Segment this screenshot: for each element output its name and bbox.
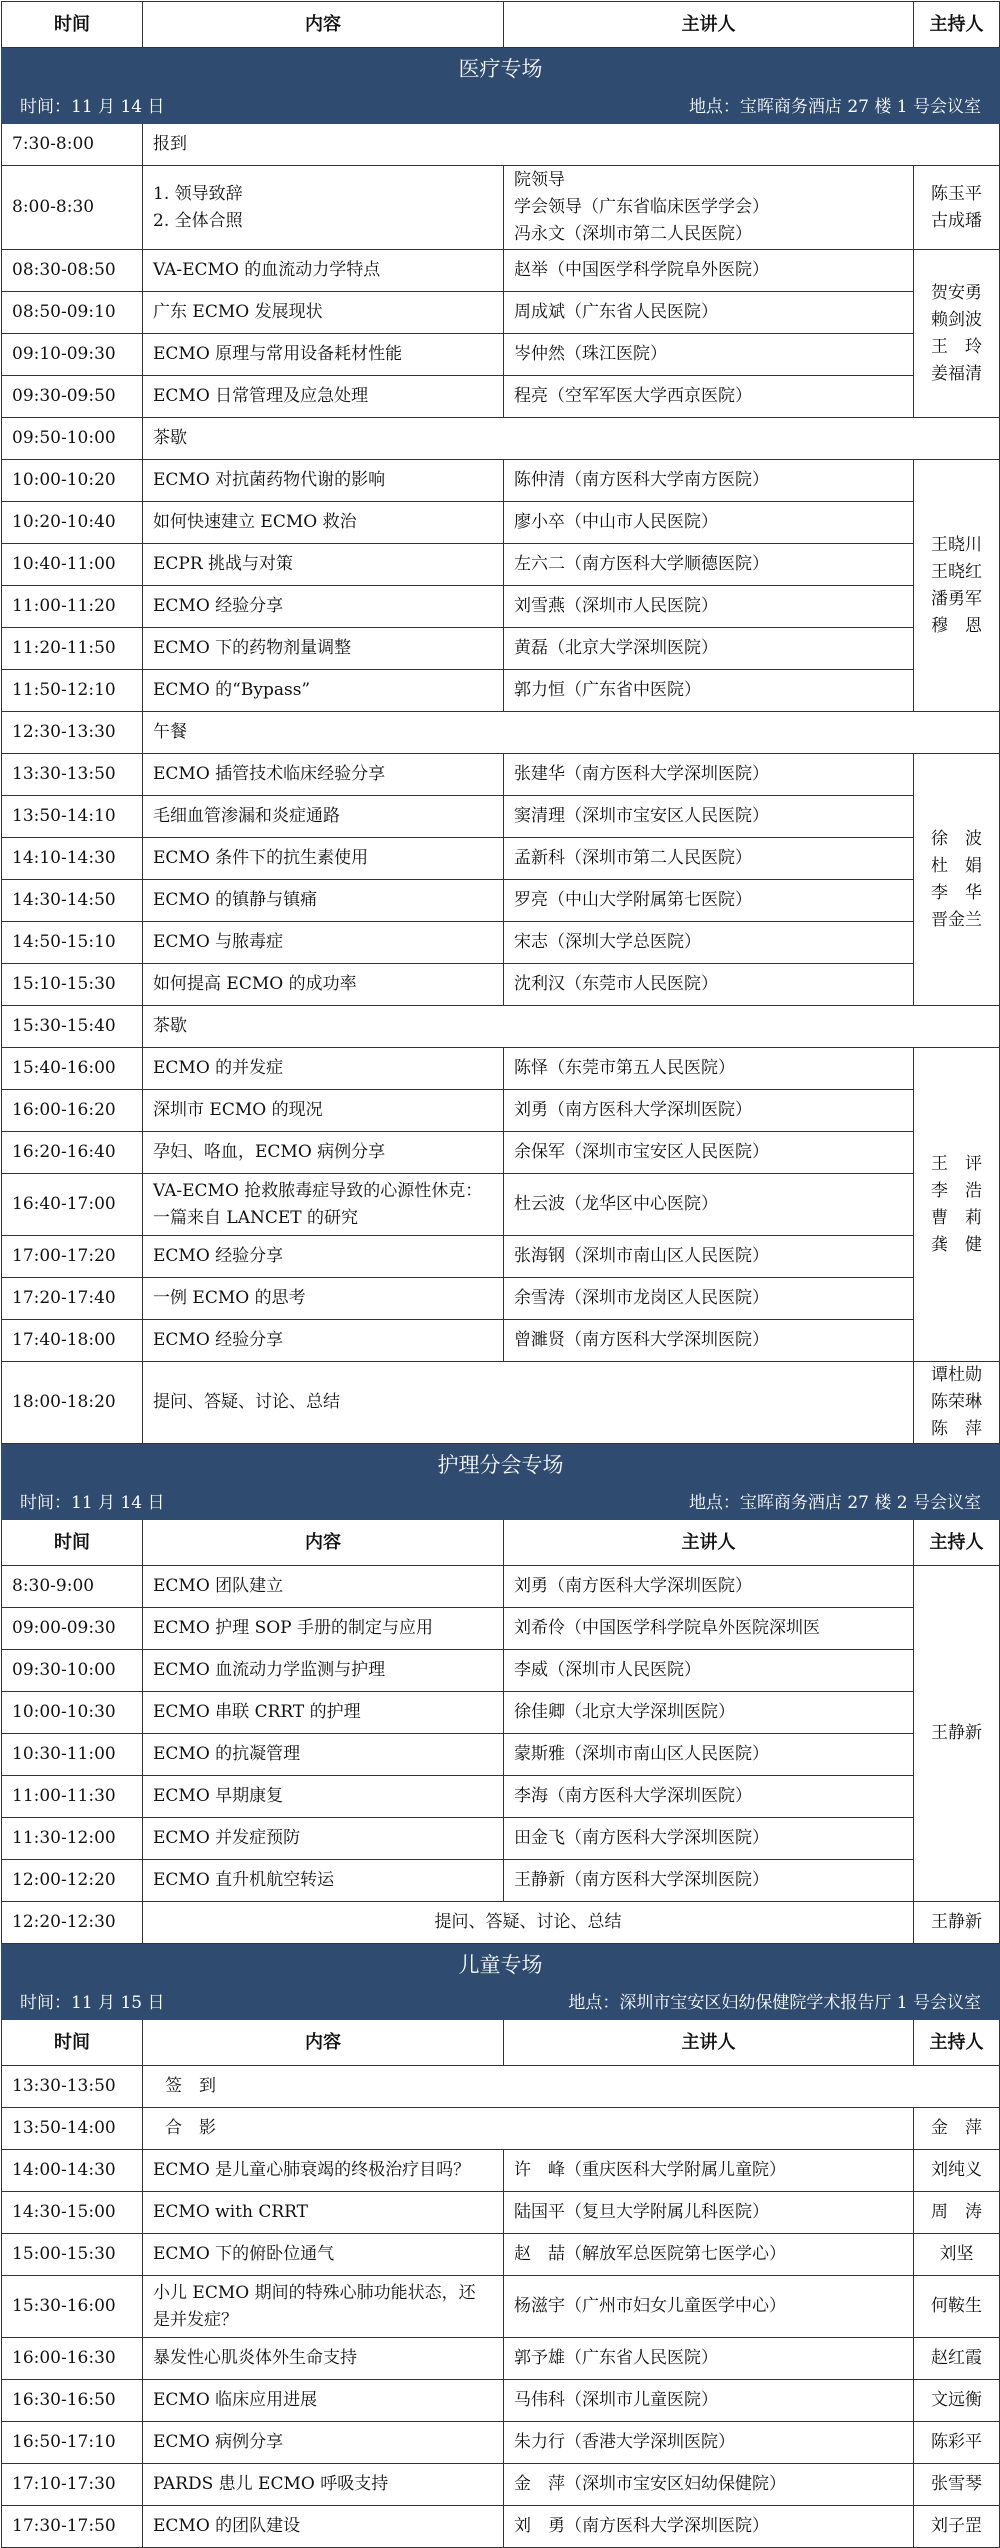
host-cell: 贺安勇 赖剑波 王 玲 姜福清 [914, 250, 1000, 418]
table-row [2, 2506, 1000, 2548]
content-cell: ECMO 串联 CRRT 的护理 [143, 1692, 504, 1734]
time-cell: 10:30-11:00 [2, 1734, 143, 1776]
table-row [2, 1566, 1000, 1608]
section-info [2, 92, 1000, 124]
host-cell: 刘子罡 [914, 2506, 1000, 2548]
content-cell: ECMO 的镇静与镇痛 [143, 880, 504, 922]
time-cell: 16:40-17:00 [2, 1174, 143, 1236]
time-cell: 14:10-14:30 [2, 838, 143, 880]
speaker-cell: 陈怿（东莞市第五人民医院） [504, 1048, 914, 1090]
section-title-row [2, 1944, 1000, 1988]
table-row [2, 1650, 1000, 1692]
content-cell: ECMO 的并发症 [143, 1048, 504, 1090]
table-row [2, 2150, 1000, 2192]
speaker-cell: 杨滋宇（广州市妇女儿童医学中心） [504, 2276, 914, 2338]
content-cell: 报到 [143, 124, 1000, 166]
host-cell: 王晓川 王晓红 潘勇军 穆 恩 [914, 460, 1000, 712]
time-cell: 16:00-16:20 [2, 1090, 143, 1132]
content-cell: 合 影 [143, 2108, 914, 2150]
speaker-cell: 王静新（南方医科大学深圳医院） [504, 1860, 914, 1902]
time-cell: 15:30-15:40 [2, 1006, 143, 1048]
table-row [2, 1734, 1000, 1776]
speaker-cell: 窦清理（深圳市宝安区人民医院） [504, 796, 914, 838]
section-date: 时间：11 月 14 日 [20, 1493, 165, 1513]
content-cell: ECMO 的“Bypass” [143, 670, 504, 712]
host-cell: 何鞍生 [914, 2276, 1000, 2338]
time-cell: 09:30-10:00 [2, 1650, 143, 1692]
table-row [2, 922, 1000, 964]
table-row [2, 1278, 1000, 1320]
time-cell: 10:40-11:00 [2, 544, 143, 586]
section-venue: 地点：宝晖商务酒店 27 楼 1 号会议室 [688, 97, 981, 117]
section-info-row [2, 1488, 1000, 1520]
speaker-cell: 金 萍（深圳市宝安区妇幼保健院） [504, 2464, 914, 2506]
content-cell: PARDS 患儿 ECMO 呼吸支持 [143, 2464, 504, 2506]
table-row [2, 2380, 1000, 2422]
speaker-cell: 院领导 学会领导（广东省临床医学学会） 冯永文（深圳市第二人民医院） [504, 166, 914, 250]
speaker-cell: 黄磊（北京大学深圳医院） [504, 628, 914, 670]
table-row [2, 460, 1000, 502]
speaker-cell: 廖小卒（中山市人民医院） [504, 502, 914, 544]
speaker-cell: 刘雪燕（深圳市人民医院） [504, 586, 914, 628]
table-row [2, 2066, 1000, 2108]
content-cell: ECMO 原理与常用设备耗材性能 [143, 334, 504, 376]
time-cell: 18:00-18:20 [2, 1362, 143, 1444]
content-cell: VA-ECMO 抢救脓毒症导致的心源性休克： 一篇来自 LANCET 的研究 [143, 1174, 504, 1236]
section-title: 医疗专场 [2, 48, 1000, 92]
speaker-cell: 郭力恒（广东省中医院） [504, 670, 914, 712]
content-cell: ECMO 血流动力学监测与护理 [143, 1650, 504, 1692]
speaker-cell: 刘勇（南方医科大学深圳医院） [504, 1090, 914, 1132]
time-cell: 17:20-17:40 [2, 1278, 143, 1320]
time-cell: 12:20-12:30 [2, 1902, 143, 1944]
table-header-row [2, 2020, 1000, 2066]
table-row [2, 838, 1000, 880]
speaker-cell: 田金飞（南方医科大学深圳医院） [504, 1818, 914, 1860]
table-row [2, 754, 1000, 796]
host-cell: 刘纯义 [914, 2150, 1000, 2192]
time-cell: 15:00-15:30 [2, 2234, 143, 2276]
content-cell: VA-ECMO 的血流动力学特点 [143, 250, 504, 292]
time-cell: 17:10-17:30 [2, 2464, 143, 2506]
speaker-cell: 刘希伶（中国医学科学院阜外医院深圳医 [504, 1608, 914, 1650]
content-cell: ECMO 经验分享 [143, 1236, 504, 1278]
content-cell: 提问、答疑、讨论、总结 [143, 1902, 914, 1944]
time-cell: 09:10-09:30 [2, 334, 143, 376]
speaker-cell: 杜云波（龙华区中心医院） [504, 1174, 914, 1236]
time-cell: 12:00-12:20 [2, 1860, 143, 1902]
speaker-cell: 徐佳卿（北京大学深圳医院） [504, 1692, 914, 1734]
time-cell: 11:00-11:20 [2, 586, 143, 628]
content-cell: ECMO 与脓毒症 [143, 922, 504, 964]
host-cell: 陈玉平 古成璠 [914, 166, 1000, 250]
table-row [2, 292, 1000, 334]
speaker-cell: 陆国平（复旦大学附属儿科医院） [504, 2192, 914, 2234]
table-row [2, 334, 1000, 376]
time-cell: 09:50-10:00 [2, 418, 143, 460]
header-speaker: 主讲人 [504, 1520, 914, 1566]
content-cell: ECMO 临床应用进展 [143, 2380, 504, 2422]
section-info [2, 1488, 1000, 1520]
time-cell: 8:00-8:30 [2, 166, 143, 250]
header-speaker: 主讲人 [504, 2020, 914, 2066]
header-content: 内容 [143, 2020, 504, 2066]
time-cell: 08:30-08:50 [2, 250, 143, 292]
section-date: 时间：11 月 15 日 [20, 1993, 165, 2013]
section-venue: 地点：宝晖商务酒店 27 楼 2 号会议室 [688, 1493, 981, 1513]
content-cell: ECMO 团队建立 [143, 1566, 504, 1608]
table-row [2, 124, 1000, 166]
time-cell: 7:30-8:00 [2, 124, 143, 166]
content-cell: ECMO 护理 SOP 手册的制定与应用 [143, 1608, 504, 1650]
content-cell: ECMO 经验分享 [143, 1320, 504, 1362]
schedule-table [1, 1, 1000, 2548]
table-row [2, 1320, 1000, 1362]
table-row [2, 418, 1000, 460]
content-cell: ECMO 日常管理及应急处理 [143, 376, 504, 418]
table-row [2, 796, 1000, 838]
speaker-cell: 余雪涛（深圳市龙岗区人民医院） [504, 1278, 914, 1320]
section-info [2, 1988, 1000, 2020]
table-row [2, 2108, 1000, 2150]
time-cell: 17:00-17:20 [2, 1236, 143, 1278]
content-cell: 提问、答疑、讨论、总结 [143, 1362, 914, 1444]
time-cell: 16:50-17:10 [2, 2422, 143, 2464]
header-time: 时间 [2, 2, 143, 48]
time-cell: 16:20-16:40 [2, 1132, 143, 1174]
table-row [2, 1818, 1000, 1860]
header-content: 内容 [143, 2, 504, 48]
content-cell: 如何提高 ECMO 的成功率 [143, 964, 504, 1006]
speaker-cell: 赵举（中国医学科学院阜外医院） [504, 250, 914, 292]
host-cell: 陈彩平 [914, 2422, 1000, 2464]
speaker-cell: 李威（深圳市人民医院） [504, 1650, 914, 1692]
table-row [2, 1006, 1000, 1048]
speaker-cell: 蒙斯雅（深圳市南山区人民医院） [504, 1734, 914, 1776]
section-info-row [2, 1988, 1000, 2020]
header-speaker: 主讲人 [504, 2, 914, 48]
header-host: 主持人 [914, 2, 1000, 48]
header-content: 内容 [143, 1520, 504, 1566]
content-cell: ECMO 早期康复 [143, 1776, 504, 1818]
time-cell: 14:30-15:00 [2, 2192, 143, 2234]
speaker-cell: 程亮（空军军医大学西京医院） [504, 376, 914, 418]
content-cell: 广东 ECMO 发展现状 [143, 292, 504, 334]
table-row [2, 1132, 1000, 1174]
content-cell: ECMO with CRRT [143, 2192, 504, 2234]
time-cell: 16:30-16:50 [2, 2380, 143, 2422]
table-row [2, 502, 1000, 544]
content-cell: 暴发性心肌炎体外生命支持 [143, 2338, 504, 2380]
host-cell: 张雪琴 [914, 2464, 1000, 2506]
speaker-cell: 陈仲清（南方医科大学南方医院） [504, 460, 914, 502]
table-row [2, 2276, 1000, 2338]
time-cell: 16:00-16:30 [2, 2338, 143, 2380]
speaker-cell: 余保军（深圳市宝安区人民医院） [504, 1132, 914, 1174]
content-cell: 小儿 ECMO 期间的特殊心肺功能状态，还 是并发症？ [143, 2276, 504, 2338]
time-cell: 11:30-12:00 [2, 1818, 143, 1860]
content-cell: 一例 ECMO 的思考 [143, 1278, 504, 1320]
content-cell: 如何快速建立 ECMO 救治 [143, 502, 504, 544]
content-cell: ECMO 并发症预防 [143, 1818, 504, 1860]
table-row [2, 1902, 1000, 1944]
header-host: 主持人 [914, 1520, 1000, 1566]
header-time: 时间 [2, 2020, 143, 2066]
time-cell: 11:20-11:50 [2, 628, 143, 670]
speaker-cell: 曾濉贤（南方医科大学深圳医院） [504, 1320, 914, 1362]
time-cell: 15:40-16:00 [2, 1048, 143, 1090]
table-row [2, 628, 1000, 670]
table-row [2, 1174, 1000, 1236]
content-cell: ECMO 下的俯卧位通气 [143, 2234, 504, 2276]
table-row [2, 2464, 1000, 2506]
time-cell: 08:50-09:10 [2, 292, 143, 334]
time-cell: 10:20-10:40 [2, 502, 143, 544]
time-cell: 13:50-14:00 [2, 2108, 143, 2150]
host-cell: 王静新 [914, 1566, 1000, 1902]
speaker-cell: 李海（南方医科大学深圳医院） [504, 1776, 914, 1818]
table-row [2, 166, 1000, 250]
host-cell: 周 涛 [914, 2192, 1000, 2234]
host-cell: 王 评 李 浩 曹 莉 龚 健 [914, 1048, 1000, 1362]
table-row [2, 1362, 1000, 1444]
content-cell: ECMO 经验分享 [143, 586, 504, 628]
host-cell: 王静新 [914, 1902, 1000, 1944]
table-row [2, 544, 1000, 586]
section-venue: 地点：深圳市宝安区妇幼保健院学术报告厅 1 号会议室 [568, 1993, 981, 2013]
speaker-cell: 刘 勇（南方医科大学深圳医院） [504, 2506, 914, 2548]
table-row [2, 1608, 1000, 1650]
table-row [2, 1090, 1000, 1132]
section-title: 儿童专场 [2, 1944, 1000, 1988]
speaker-cell: 马伟科（深圳市儿童医院） [504, 2380, 914, 2422]
section-date: 时间：11 月 14 日 [20, 97, 165, 117]
speaker-cell: 孟新科（深圳市第二人民医院） [504, 838, 914, 880]
table-row [2, 2422, 1000, 2464]
time-cell: 11:00-11:30 [2, 1776, 143, 1818]
time-cell: 14:50-15:10 [2, 922, 143, 964]
time-cell: 13:30-13:50 [2, 2066, 143, 2108]
table-row [2, 2338, 1000, 2380]
time-cell: 15:10-15:30 [2, 964, 143, 1006]
content-cell: 茶歇 [143, 1006, 1000, 1048]
host-cell: 金 萍 [914, 2108, 1000, 2150]
time-cell: 12:30-13:30 [2, 712, 143, 754]
time-cell: 10:00-10:30 [2, 1692, 143, 1734]
content-cell: ECMO 下的药物剂量调整 [143, 628, 504, 670]
table-row [2, 586, 1000, 628]
content-cell: ECMO 是儿童心肺衰竭的终极治疗目吗？ [143, 2150, 504, 2192]
speaker-cell: 郭予雄（广东省人民医院） [504, 2338, 914, 2380]
table-row [2, 1860, 1000, 1902]
table-row [2, 670, 1000, 712]
content-cell: ECMO 对抗菌药物代谢的影响 [143, 460, 504, 502]
time-cell: 10:00-10:20 [2, 460, 143, 502]
speaker-cell: 宋志（深圳大学总医院） [504, 922, 914, 964]
content-cell: ECMO 直升机航空转运 [143, 1860, 504, 1902]
table-row [2, 964, 1000, 1006]
time-cell: 13:50-14:10 [2, 796, 143, 838]
time-cell: 17:30-17:50 [2, 2506, 143, 2548]
content-cell: ECMO 条件下的抗生素使用 [143, 838, 504, 880]
content-cell: ECMO 病例分享 [143, 2422, 504, 2464]
content-cell: ECMO 插管技术临床经验分享 [143, 754, 504, 796]
speaker-cell: 赵 喆（解放军总医院第七医学心） [504, 2234, 914, 2276]
speaker-cell: 周成斌（广东省人民医院） [504, 292, 914, 334]
time-cell: 11:50-12:10 [2, 670, 143, 712]
table-row [2, 2192, 1000, 2234]
host-cell: 徐 波 杜 娟 李 华 晋金兰 [914, 754, 1000, 1006]
host-cell: 文远衡 [914, 2380, 1000, 2422]
table-row [2, 1048, 1000, 1090]
time-cell: 15:30-16:00 [2, 2276, 143, 2338]
table-row [2, 1776, 1000, 1818]
content-cell: 孕妇、咯血，ECMO 病例分享 [143, 1132, 504, 1174]
content-cell: 深圳市 ECMO 的现况 [143, 1090, 504, 1132]
header-host: 主持人 [914, 2020, 1000, 2066]
header-time: 时间 [2, 1520, 143, 1566]
section-info-row [2, 92, 1000, 124]
speaker-cell: 沈利汉（东莞市人民医院） [504, 964, 914, 1006]
host-cell: 刘坚 [914, 2234, 1000, 2276]
table-row [2, 376, 1000, 418]
content-cell: 签 到 [143, 2066, 1000, 2108]
table-row [2, 712, 1000, 754]
host-cell: 谭杜勋 陈荣琳 陈 萍 [914, 1362, 1000, 1444]
content-cell: ECMO 的团队建设 [143, 2506, 504, 2548]
table-header-row [2, 1520, 1000, 1566]
time-cell: 14:30-14:50 [2, 880, 143, 922]
speaker-cell: 刘勇（南方医科大学深圳医院） [504, 1566, 914, 1608]
content-cell: ECMO 的抗凝管理 [143, 1734, 504, 1776]
table-row [2, 1692, 1000, 1734]
table-header-row [2, 2, 1000, 48]
time-cell: 09:30-09:50 [2, 376, 143, 418]
speaker-cell: 张建华（南方医科大学深圳医院） [504, 754, 914, 796]
content-cell: 毛细血管渗漏和炎症通路 [143, 796, 504, 838]
time-cell: 14:00-14:30 [2, 2150, 143, 2192]
time-cell: 09:00-09:30 [2, 1608, 143, 1650]
time-cell: 17:40-18:00 [2, 1320, 143, 1362]
content-cell: ECPR 挑战与对策 [143, 544, 504, 586]
speaker-cell: 许 峰（重庆医科大学附属儿童院） [504, 2150, 914, 2192]
section-title-row [2, 48, 1000, 92]
content-cell: 午餐 [143, 712, 1000, 754]
table-row [2, 880, 1000, 922]
section-title-row [2, 1444, 1000, 1488]
speaker-cell: 朱力行（香港大学深圳医院） [504, 2422, 914, 2464]
speaker-cell: 张海钢（深圳市南山区人民医院） [504, 1236, 914, 1278]
section-title: 护理分会专场 [2, 1444, 1000, 1488]
table-row [2, 2234, 1000, 2276]
content-cell: 1. 领导致辞 2. 全体合照 [143, 166, 504, 250]
speaker-cell: 罗亮（中山大学附属第七医院） [504, 880, 914, 922]
host-cell: 赵红霞 [914, 2338, 1000, 2380]
table-row [2, 1236, 1000, 1278]
table-row [2, 250, 1000, 292]
content-cell: 茶歇 [143, 418, 1000, 460]
time-cell: 13:30-13:50 [2, 754, 143, 796]
time-cell: 8:30-9:00 [2, 1566, 143, 1608]
speaker-cell: 左六二（南方医科大学顺德医院） [504, 544, 914, 586]
speaker-cell: 岑仲然（珠江医院） [504, 334, 914, 376]
